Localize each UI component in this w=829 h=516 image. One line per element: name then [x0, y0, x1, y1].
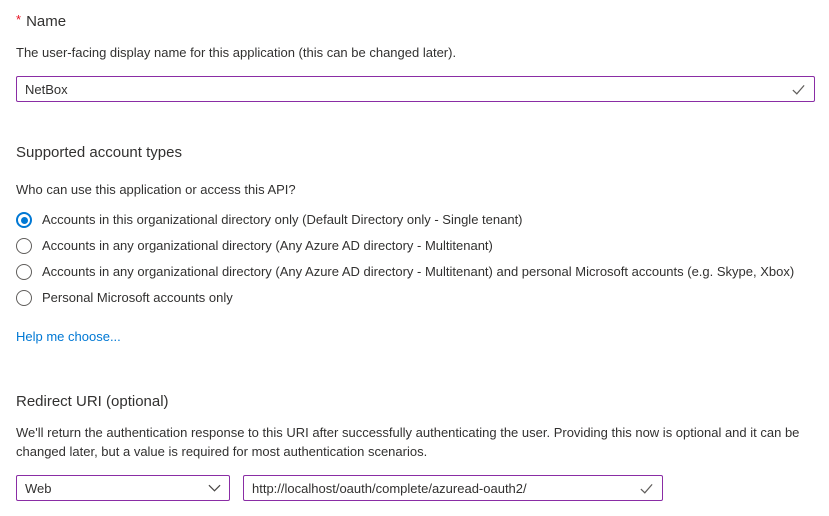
- name-section-title: [16, 10, 815, 32]
- radio-button-icon: [16, 212, 32, 228]
- redirect-uri-input[interactable]: [252, 481, 639, 496]
- platform-select[interactable]: [16, 475, 230, 501]
- checkmark-icon: [639, 481, 654, 496]
- radio-multitenant[interactable]: [16, 233, 815, 259]
- radio-label: Accounts in any organizational directory (Any Azure AD directory - Multitenant) and personal Microsoft accounts (e.g. Skype, Xbox): [42, 264, 795, 279]
- radio-personal-only[interactable]: [16, 285, 815, 311]
- radio-label: Personal Microsoft accounts only: [42, 290, 233, 305]
- name-input-wrap: [16, 76, 815, 102]
- platform-select-value: Web: [25, 480, 52, 496]
- checkmark-icon: [791, 82, 806, 97]
- redirect-uri-title: Redirect URI (optional): [16, 393, 169, 410]
- radio-button-icon: [16, 290, 32, 306]
- account-types-title: Supported account types: [16, 144, 182, 161]
- redirect-uri-input-wrap: [243, 475, 663, 501]
- name-input[interactable]: [25, 82, 791, 97]
- radio-label: Accounts in this organizational directory only (Default Directory only - Single tenant): [42, 212, 523, 227]
- redirect-uri-row: [16, 475, 815, 501]
- required-asterisk: *: [16, 12, 22, 27]
- account-types-question: Who can use this application or access this API?: [16, 182, 296, 197]
- radio-label: Accounts in any organizational directory (Any Azure AD directory - Multitenant): [42, 238, 493, 253]
- chevron-down-icon: [208, 484, 221, 492]
- radio-button-icon: [16, 238, 32, 254]
- account-types-radio-group: [16, 207, 815, 311]
- name-description: The user-facing display name for this application (this can be changed later).: [16, 45, 457, 60]
- help-me-choose-link[interactable]: Help me choose...: [16, 329, 121, 344]
- radio-multitenant-personal[interactable]: [16, 259, 815, 285]
- redirect-uri-description: We'll return the authentication response to this URI after successfully authenticating the user. Providing this now is optional and it can be changed later, but a value is required for most authentication scenarios.: [16, 425, 800, 459]
- radio-single-tenant[interactable]: [16, 207, 815, 233]
- name-section-title-text: Name: [26, 13, 67, 30]
- help-link-row: [16, 328, 815, 346]
- radio-button-icon: [16, 264, 32, 280]
